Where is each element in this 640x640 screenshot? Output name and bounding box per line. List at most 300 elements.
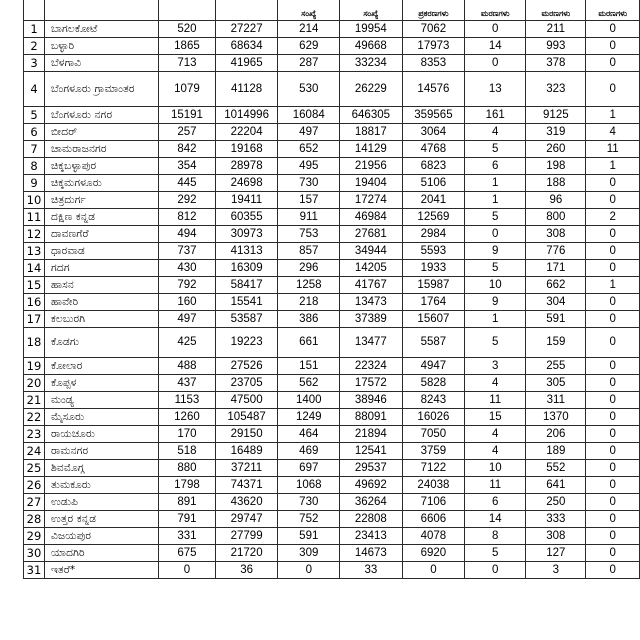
- district-name-cell: ದಕ್ಷಿಣ ಕನ್ನಡ: [44, 209, 158, 226]
- value-cell: 333: [526, 511, 586, 528]
- value-cell: 22808: [340, 511, 403, 528]
- district-name-cell: ಶಿವಮೊಗ್ಗ: [44, 460, 158, 477]
- value-cell: 3759: [402, 443, 465, 460]
- value-cell: 1258: [278, 277, 340, 294]
- value-cell: 880: [159, 460, 216, 477]
- header-cell: ಸಂಖ್ಯೆ: [278, 0, 340, 21]
- header-cell: [24, 0, 45, 21]
- value-cell: 21956: [340, 158, 403, 175]
- value-cell: 198: [526, 158, 586, 175]
- value-cell: 1153: [159, 392, 216, 409]
- value-cell: 425: [159, 328, 216, 358]
- value-cell: 11: [465, 392, 526, 409]
- value-cell: 430: [159, 260, 216, 277]
- serial-number-cell: 13: [24, 243, 45, 260]
- value-cell: 911: [278, 209, 340, 226]
- serial-number-cell: 11: [24, 209, 45, 226]
- value-cell: 41965: [215, 55, 278, 72]
- value-cell: 9125: [526, 107, 586, 124]
- district-name-cell: ಯಾದಗಿರಿ: [44, 545, 158, 562]
- serial-number-cell: 27: [24, 494, 45, 511]
- value-cell: 19954: [340, 21, 403, 38]
- value-cell: 386: [278, 311, 340, 328]
- serial-number-cell: 4: [24, 72, 45, 107]
- table-row: [24, 21, 640, 38]
- district-name-cell: ಗದಗ: [44, 260, 158, 277]
- table-row: [24, 277, 640, 294]
- value-cell: 161: [465, 107, 526, 124]
- value-cell: 2: [586, 209, 640, 226]
- table-row: [24, 443, 640, 460]
- value-cell: 4: [586, 124, 640, 141]
- value-cell: 1260: [159, 409, 216, 426]
- value-cell: 19404: [340, 175, 403, 192]
- value-cell: 552: [526, 460, 586, 477]
- serial-number-cell: 30: [24, 545, 45, 562]
- value-cell: 0: [586, 477, 640, 494]
- district-name-cell: ತುಮಕೂರು: [44, 477, 158, 494]
- table-row: [24, 175, 640, 192]
- serial-number-cell: 9: [24, 175, 45, 192]
- value-cell: 188: [526, 175, 586, 192]
- table-row: [24, 494, 640, 511]
- value-cell: 1: [586, 107, 640, 124]
- value-cell: 13477: [340, 328, 403, 358]
- value-cell: 464: [278, 426, 340, 443]
- value-cell: 0: [465, 55, 526, 72]
- value-cell: 5: [465, 209, 526, 226]
- value-cell: 14576: [402, 72, 465, 107]
- value-cell: 15987: [402, 277, 465, 294]
- value-cell: 37211: [215, 460, 278, 477]
- value-cell: 12569: [402, 209, 465, 226]
- value-cell: 0: [586, 562, 640, 579]
- district-name-cell: ಕೋಲಾರ: [44, 358, 158, 375]
- value-cell: 6: [465, 494, 526, 511]
- district-name-cell: ಬೆಂಗಳೂರು ಗ್ರಾಮಾಂತರ: [44, 72, 158, 107]
- value-cell: 21720: [215, 545, 278, 562]
- header-cell: ಸಂಖ್ಯೆ: [340, 0, 403, 21]
- district-name-cell: ಇತರೆ*: [44, 562, 158, 579]
- table-row: [24, 124, 640, 141]
- table-row: [24, 243, 640, 260]
- value-cell: 2984: [402, 226, 465, 243]
- table-row: [24, 107, 640, 124]
- value-cell: 0: [586, 545, 640, 562]
- value-cell: 26229: [340, 72, 403, 107]
- value-cell: 8: [465, 528, 526, 545]
- value-cell: 497: [159, 311, 216, 328]
- value-cell: 47500: [215, 392, 278, 409]
- district-name-cell: ಹಾವೇರಿ: [44, 294, 158, 311]
- value-cell: 23705: [215, 375, 278, 392]
- value-cell: 3: [465, 358, 526, 375]
- value-cell: 28978: [215, 158, 278, 175]
- value-cell: 730: [278, 175, 340, 192]
- value-cell: 22324: [340, 358, 403, 375]
- district-name-cell: ದಾವಣಗೆರೆ: [44, 226, 158, 243]
- value-cell: 0: [586, 192, 640, 209]
- value-cell: 37389: [340, 311, 403, 328]
- value-cell: 437: [159, 375, 216, 392]
- value-cell: 629: [278, 38, 340, 55]
- value-cell: 5: [465, 260, 526, 277]
- district-covid-table: [23, 0, 640, 579]
- value-cell: 157: [278, 192, 340, 209]
- value-cell: 309: [278, 545, 340, 562]
- table-row: [24, 72, 640, 107]
- value-cell: 292: [159, 192, 216, 209]
- serial-number-cell: 20: [24, 375, 45, 392]
- value-cell: 16309: [215, 260, 278, 277]
- value-cell: 24038: [402, 477, 465, 494]
- value-cell: 3064: [402, 124, 465, 141]
- value-cell: 730: [278, 494, 340, 511]
- value-cell: 0: [159, 562, 216, 579]
- value-cell: 697: [278, 460, 340, 477]
- value-cell: 257: [159, 124, 216, 141]
- value-cell: 15: [465, 409, 526, 426]
- value-cell: 4768: [402, 141, 465, 158]
- value-cell: 1079: [159, 72, 216, 107]
- value-cell: 488: [159, 358, 216, 375]
- value-cell: 58417: [215, 277, 278, 294]
- value-cell: 9: [465, 294, 526, 311]
- value-cell: 15541: [215, 294, 278, 311]
- value-cell: 287: [278, 55, 340, 72]
- district-name-cell: ಧಾರವಾಡ: [44, 243, 158, 260]
- value-cell: 206: [526, 426, 586, 443]
- value-cell: 171: [526, 260, 586, 277]
- value-cell: 41128: [215, 72, 278, 107]
- value-cell: 4: [465, 124, 526, 141]
- value-cell: 13: [465, 72, 526, 107]
- serial-number-cell: 1: [24, 21, 45, 38]
- value-cell: 19168: [215, 141, 278, 158]
- value-cell: 5: [465, 328, 526, 358]
- value-cell: 12541: [340, 443, 403, 460]
- serial-number-cell: 6: [24, 124, 45, 141]
- value-cell: 1: [465, 175, 526, 192]
- serial-number-cell: 2: [24, 38, 45, 55]
- value-cell: 0: [586, 226, 640, 243]
- table-row: [24, 226, 640, 243]
- value-cell: 96: [526, 192, 586, 209]
- value-cell: 19411: [215, 192, 278, 209]
- value-cell: 792: [159, 277, 216, 294]
- value-cell: 68634: [215, 38, 278, 55]
- value-cell: 36: [215, 562, 278, 579]
- table-row: [24, 311, 640, 328]
- value-cell: 1798: [159, 477, 216, 494]
- value-cell: 0: [586, 392, 640, 409]
- value-cell: 5828: [402, 375, 465, 392]
- value-cell: 0: [586, 260, 640, 277]
- value-cell: 1014996: [215, 107, 278, 124]
- value-cell: 319: [526, 124, 586, 141]
- value-cell: 4947: [402, 358, 465, 375]
- value-cell: 53587: [215, 311, 278, 328]
- district-name-cell: ಬಾಗಲಕೋಟೆ: [44, 21, 158, 38]
- value-cell: 255: [526, 358, 586, 375]
- value-cell: 0: [586, 460, 640, 477]
- value-cell: 16489: [215, 443, 278, 460]
- table-row: [24, 426, 640, 443]
- value-cell: 445: [159, 175, 216, 192]
- value-cell: 170: [159, 426, 216, 443]
- value-cell: 10: [465, 460, 526, 477]
- header-cell: [159, 0, 216, 21]
- value-cell: 41313: [215, 243, 278, 260]
- district-name-cell: ಬಳ್ಳಾರಿ: [44, 38, 158, 55]
- value-cell: 5106: [402, 175, 465, 192]
- value-cell: 2041: [402, 192, 465, 209]
- value-cell: 0: [586, 294, 640, 311]
- value-cell: 36264: [340, 494, 403, 511]
- value-cell: 675: [159, 545, 216, 562]
- value-cell: 800: [526, 209, 586, 226]
- value-cell: 6823: [402, 158, 465, 175]
- serial-number-cell: 17: [24, 311, 45, 328]
- value-cell: 591: [526, 311, 586, 328]
- value-cell: 311: [526, 392, 586, 409]
- district-name-cell: ರಾಯಚೂರು: [44, 426, 158, 443]
- header-cell: ಮರಣಗಳು: [526, 0, 586, 21]
- district-name-cell: ಕೊಪ್ಪಳ: [44, 375, 158, 392]
- value-cell: 214: [278, 21, 340, 38]
- value-cell: 14: [465, 511, 526, 528]
- value-cell: 0: [586, 38, 640, 55]
- value-cell: 151: [278, 358, 340, 375]
- value-cell: 0: [586, 443, 640, 460]
- value-cell: 1: [465, 311, 526, 328]
- value-cell: 1068: [278, 477, 340, 494]
- table-row: [24, 409, 640, 426]
- value-cell: 0: [586, 243, 640, 260]
- value-cell: 0: [465, 562, 526, 579]
- serial-number-cell: 15: [24, 277, 45, 294]
- value-cell: 497: [278, 124, 340, 141]
- value-cell: 189: [526, 443, 586, 460]
- serial-number-cell: 28: [24, 511, 45, 528]
- table-row: [24, 158, 640, 175]
- serial-number-cell: 16: [24, 294, 45, 311]
- value-cell: 0: [586, 311, 640, 328]
- value-cell: 14129: [340, 141, 403, 158]
- table-row: [24, 328, 640, 358]
- value-cell: 60355: [215, 209, 278, 226]
- value-cell: 105487: [215, 409, 278, 426]
- table-row: [24, 392, 640, 409]
- district-name-cell: ಹಾಸನ: [44, 277, 158, 294]
- table-row: [24, 460, 640, 477]
- district-name-cell: ಕಲಬುರಗಿ: [44, 311, 158, 328]
- value-cell: 159: [526, 328, 586, 358]
- value-cell: 0: [586, 511, 640, 528]
- value-cell: 0: [586, 175, 640, 192]
- district-name-cell: ಬೆಂಗಳೂರು ನಗರ: [44, 107, 158, 124]
- value-cell: 518: [159, 443, 216, 460]
- value-cell: 646305: [340, 107, 403, 124]
- value-cell: 74371: [215, 477, 278, 494]
- value-cell: 49668: [340, 38, 403, 55]
- serial-number-cell: 25: [24, 460, 45, 477]
- value-cell: 1370: [526, 409, 586, 426]
- district-name-cell: ಚಾಮರಾಜನಗರ: [44, 141, 158, 158]
- value-cell: 43620: [215, 494, 278, 511]
- value-cell: 27227: [215, 21, 278, 38]
- value-cell: 1764: [402, 294, 465, 311]
- value-cell: 562: [278, 375, 340, 392]
- table-row: [24, 260, 640, 277]
- value-cell: 359565: [402, 107, 465, 124]
- value-cell: 10: [465, 277, 526, 294]
- value-cell: 495: [278, 158, 340, 175]
- value-cell: 211: [526, 21, 586, 38]
- value-cell: 4: [465, 375, 526, 392]
- value-cell: 27526: [215, 358, 278, 375]
- value-cell: 33234: [340, 55, 403, 72]
- value-cell: 308: [526, 226, 586, 243]
- value-cell: 662: [526, 277, 586, 294]
- value-cell: 41767: [340, 277, 403, 294]
- value-cell: 8243: [402, 392, 465, 409]
- value-cell: 0: [586, 358, 640, 375]
- district-name-cell: ಬೀದರ್: [44, 124, 158, 141]
- value-cell: 13473: [340, 294, 403, 311]
- table-row: [24, 141, 640, 158]
- district-name-cell: ಕೊಡಗು: [44, 328, 158, 358]
- value-cell: 520: [159, 21, 216, 38]
- table-row: [24, 358, 640, 375]
- value-cell: 46984: [340, 209, 403, 226]
- district-name-cell: ವಿಜಯಪುರ: [44, 528, 158, 545]
- value-cell: 5587: [402, 328, 465, 358]
- value-cell: 5593: [402, 243, 465, 260]
- value-cell: 591: [278, 528, 340, 545]
- value-cell: 127: [526, 545, 586, 562]
- value-cell: 22204: [215, 124, 278, 141]
- value-cell: 791: [159, 511, 216, 528]
- value-cell: 6920: [402, 545, 465, 562]
- serial-number-cell: 8: [24, 158, 45, 175]
- value-cell: 15607: [402, 311, 465, 328]
- serial-number-cell: 14: [24, 260, 45, 277]
- value-cell: 24698: [215, 175, 278, 192]
- district-name-cell: ಉತ್ತರ ಕನ್ನಡ: [44, 511, 158, 528]
- value-cell: 661: [278, 328, 340, 358]
- value-cell: 33: [340, 562, 403, 579]
- value-cell: 378: [526, 55, 586, 72]
- value-cell: 3: [526, 562, 586, 579]
- value-cell: 323: [526, 72, 586, 107]
- value-cell: 29150: [215, 426, 278, 443]
- value-cell: 17572: [340, 375, 403, 392]
- value-cell: 0: [586, 426, 640, 443]
- value-cell: 6606: [402, 511, 465, 528]
- value-cell: 713: [159, 55, 216, 72]
- serial-number-cell: 24: [24, 443, 45, 460]
- table-row: [24, 477, 640, 494]
- header-cell: ಪ್ರಕರಣಗಳು: [402, 0, 465, 21]
- district-name-cell: ಮೈಸೂರು: [44, 409, 158, 426]
- district-name-cell: ಚಿಕ್ಕಮಗಳೂರು: [44, 175, 158, 192]
- value-cell: 1400: [278, 392, 340, 409]
- value-cell: 891: [159, 494, 216, 511]
- serial-number-cell: 21: [24, 392, 45, 409]
- value-cell: 7062: [402, 21, 465, 38]
- value-cell: 1249: [278, 409, 340, 426]
- value-cell: 15191: [159, 107, 216, 124]
- value-cell: 0: [586, 21, 640, 38]
- value-cell: 296: [278, 260, 340, 277]
- table-row: [24, 545, 640, 562]
- serial-number-cell: 7: [24, 141, 45, 158]
- value-cell: 9: [465, 243, 526, 260]
- value-cell: 0: [465, 21, 526, 38]
- value-cell: 993: [526, 38, 586, 55]
- value-cell: 737: [159, 243, 216, 260]
- value-cell: 7106: [402, 494, 465, 511]
- serial-number-cell: 23: [24, 426, 45, 443]
- value-cell: 1865: [159, 38, 216, 55]
- value-cell: 34944: [340, 243, 403, 260]
- table-row: [24, 38, 640, 55]
- serial-number-cell: 29: [24, 528, 45, 545]
- serial-number-cell: 31: [24, 562, 45, 579]
- value-cell: 6: [465, 158, 526, 175]
- table-row: [24, 375, 640, 392]
- value-cell: 308: [526, 528, 586, 545]
- value-cell: 260: [526, 141, 586, 158]
- header-row: [24, 0, 640, 21]
- table-row: [24, 192, 640, 209]
- value-cell: 0: [586, 494, 640, 511]
- value-cell: 1933: [402, 260, 465, 277]
- value-cell: 0: [586, 55, 640, 72]
- value-cell: 160: [159, 294, 216, 311]
- value-cell: 16084: [278, 107, 340, 124]
- district-name-cell: ಬೆಳಗಾವಿ: [44, 55, 158, 72]
- value-cell: 1: [586, 158, 640, 175]
- district-name-cell: ಉಡುಪಿ: [44, 494, 158, 511]
- value-cell: 38946: [340, 392, 403, 409]
- value-cell: 250: [526, 494, 586, 511]
- value-cell: 19223: [215, 328, 278, 358]
- table-row: [24, 528, 640, 545]
- value-cell: 752: [278, 511, 340, 528]
- table-row: [24, 209, 640, 226]
- table-row: [24, 511, 640, 528]
- value-cell: 18817: [340, 124, 403, 141]
- value-cell: 776: [526, 243, 586, 260]
- header-cell: ಮರಣಗಳು: [465, 0, 526, 21]
- value-cell: 0: [402, 562, 465, 579]
- value-cell: 0: [586, 72, 640, 107]
- value-cell: 652: [278, 141, 340, 158]
- value-cell: 30973: [215, 226, 278, 243]
- value-cell: 530: [278, 72, 340, 107]
- value-cell: 0: [278, 562, 340, 579]
- district-name-cell: ಚಿತ್ರದುರ್ಗ: [44, 192, 158, 209]
- value-cell: 5: [465, 141, 526, 158]
- value-cell: 14205: [340, 260, 403, 277]
- value-cell: 1: [586, 277, 640, 294]
- value-cell: 4078: [402, 528, 465, 545]
- serial-number-cell: 10: [24, 192, 45, 209]
- value-cell: 7050: [402, 426, 465, 443]
- value-cell: 11: [586, 141, 640, 158]
